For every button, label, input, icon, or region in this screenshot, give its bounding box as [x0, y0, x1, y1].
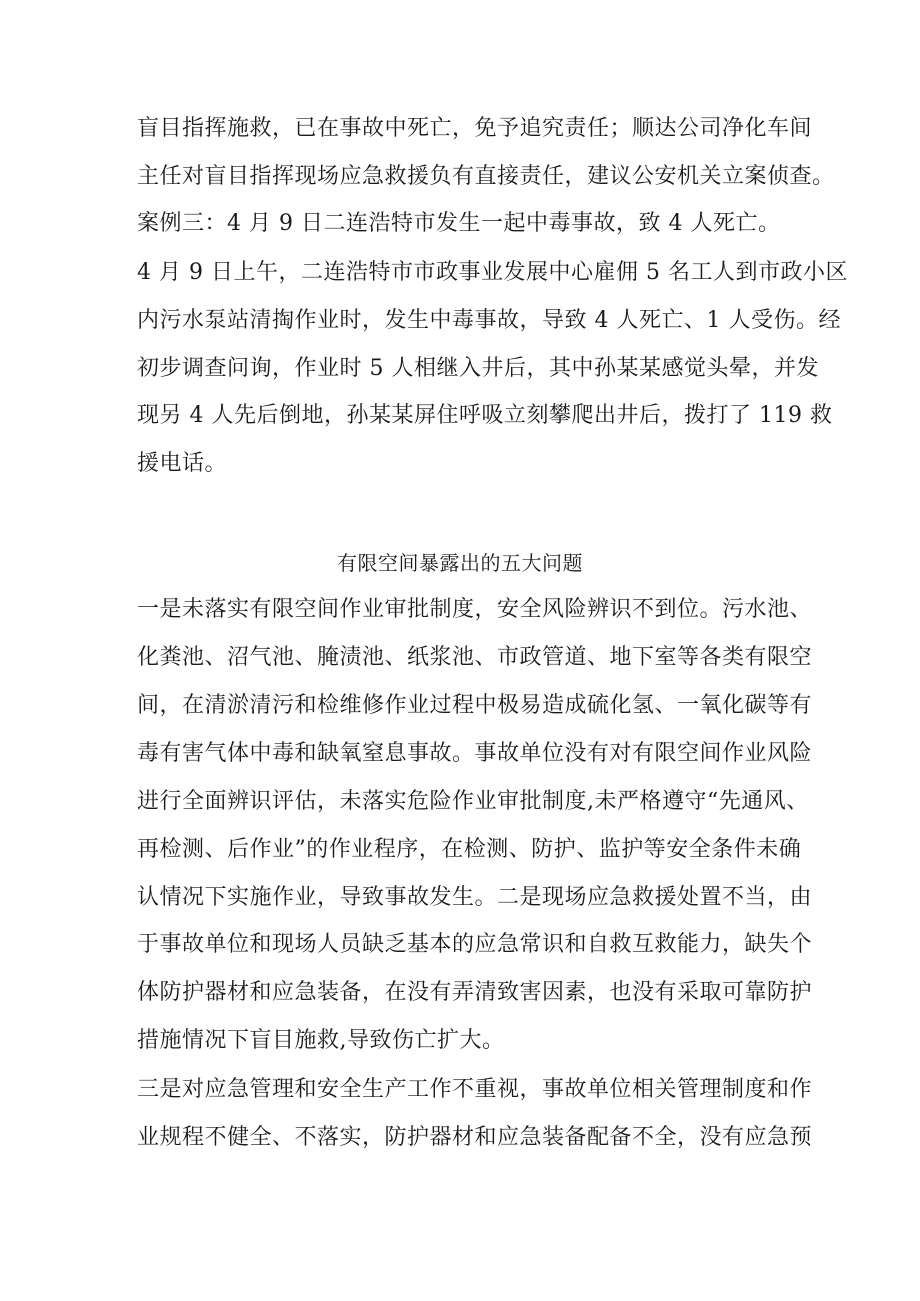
case-three-heading-line: 案例三：4 月 9 日二连浩特市发生一起中毒事故，致 4 人死亡。 [137, 211, 781, 236]
paragraph-line: 主任对盲目指挥现场应急救援负有直接责任，建议公安机关立案侦查。 [137, 164, 835, 189]
paragraph-line: 盲目指挥施救，已在事故中死亡，免予追究责任；顺达公司净化车间 [137, 116, 813, 141]
section-title: 有限空间暴露出的五大问题 [337, 551, 583, 575]
paragraph-line: 三是对应急管理和安全生产工作不重视，事故单位相关管理制度和作 [137, 1077, 813, 1102]
paragraph-line: 措施情况下盲目施救,导致伤亡扩大。 [137, 1028, 505, 1053]
paragraph-line: 认情况下实施作业，导致事故发生。二是现场应急救援处置不当，由 [137, 885, 813, 910]
paragraph-line: 再检测、后作业”的作业程序，在检测、防护、监护等安全条件未确 [137, 837, 802, 862]
paragraph-line: 业规程不健全、不落实，防护器材和应急装备配备不全，没有应急预 [137, 1125, 813, 1150]
paragraph-line: 现另 4 人先后倒地，孙某某屏住呼吸立刻攀爬出井后，拨打了 119 救 [137, 403, 833, 428]
paragraph-line: 间，在清淤清污和检维修作业过程中极易造成硫化氢、一氧化碳等有 [137, 693, 813, 718]
paragraph-line: 4 月 9 日上午，二连浩特市市政事业发展中心雇佣 5 名工人到市政小区 [137, 260, 848, 285]
paragraph-line: 一是未落实有限空间作业审批制度，安全风险辨识不到位。污水池、 [137, 597, 813, 622]
paragraph-line: 于事故单位和现场人员缺乏基本的应急常识和自救互救能力，缺失个 [137, 932, 813, 957]
paragraph-line: 毒有害气体中毒和缺氧窒息事故。事故单位没有对有限空间作业风险 [137, 741, 813, 766]
paragraph-line: 初步调查问询，作业时 5 人相继入井后，其中孙某某感觉头晕，并发 [137, 356, 819, 381]
paragraph-line: 化粪池、沼气池、腌渍池、纸浆池、市政管道、地下室等各类有限空 [137, 645, 813, 670]
paragraph-line: 体防护器材和应急装备，在没有弄清致害因素，也没有采取可靠防护 [137, 980, 813, 1005]
paragraph-line: 内污水泵站清掏作业时，发生中毒事故，导致 4 人死亡、1 人受伤。经 [137, 308, 841, 333]
paragraph-line: 进行全面辨识评估，未落实危险作业审批制度,未严格遵守“先通风、 [137, 789, 809, 814]
paragraph-line: 援电话。 [137, 451, 228, 476]
